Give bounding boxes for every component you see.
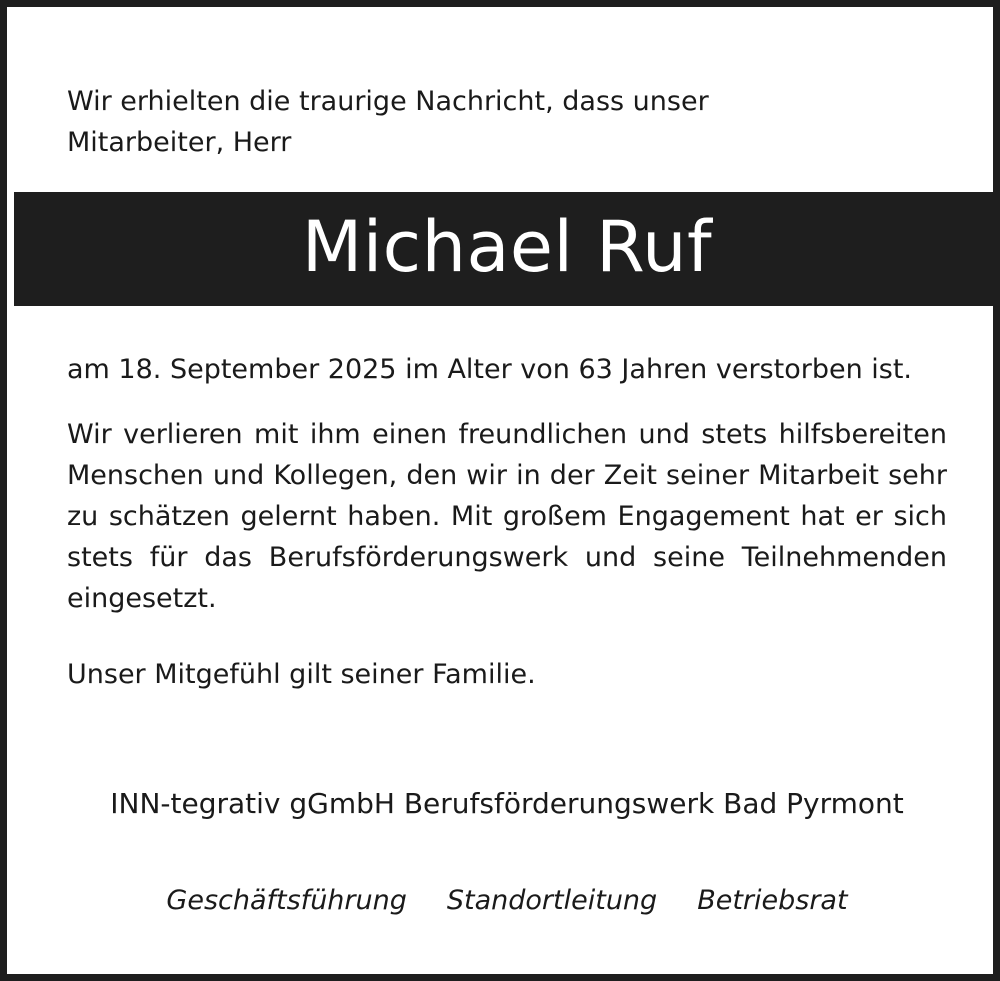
signatory-management: Geschäftsführung	[166, 885, 407, 916]
signatories	[7, 879, 1000, 923]
tribute-paragraph: Wir verlieren mit ihm einen freundlichen und stets hilfsbereiten Menschen und Kollegen, den wir in der Zeit seiner Mitarbeit sehr zu schätzen gelernt haben. Mit großem Engagement hat er sich stets für das Berufsförderungswerk und seine Teilnehmenden eingesetzt.	[67, 419, 947, 614]
deceased-name: Michael Ruf	[301, 206, 713, 288]
intro-line-2: Mitarbeiter, Herr	[67, 127, 292, 158]
organisation-name: INN-tegrativ gGmbH Berufsförderungswerk Bad Pyrmont	[110, 787, 904, 820]
signatory-site-management: Standortleitung	[446, 885, 658, 916]
notice-body	[67, 349, 947, 695]
signatory-works-council: Betriebsrat	[697, 885, 848, 916]
condolence-sentence: Unser Mitgefühl gilt seiner Familie.	[67, 659, 536, 690]
death-sentence: am 18. September 2025 im Alter von 63 Jahren verstorben ist.	[67, 354, 913, 385]
name-band	[14, 192, 1000, 306]
intro-line-1: Wir erhielten die traurige Nachricht, dass unser	[67, 86, 709, 117]
intro-text	[67, 81, 947, 163]
